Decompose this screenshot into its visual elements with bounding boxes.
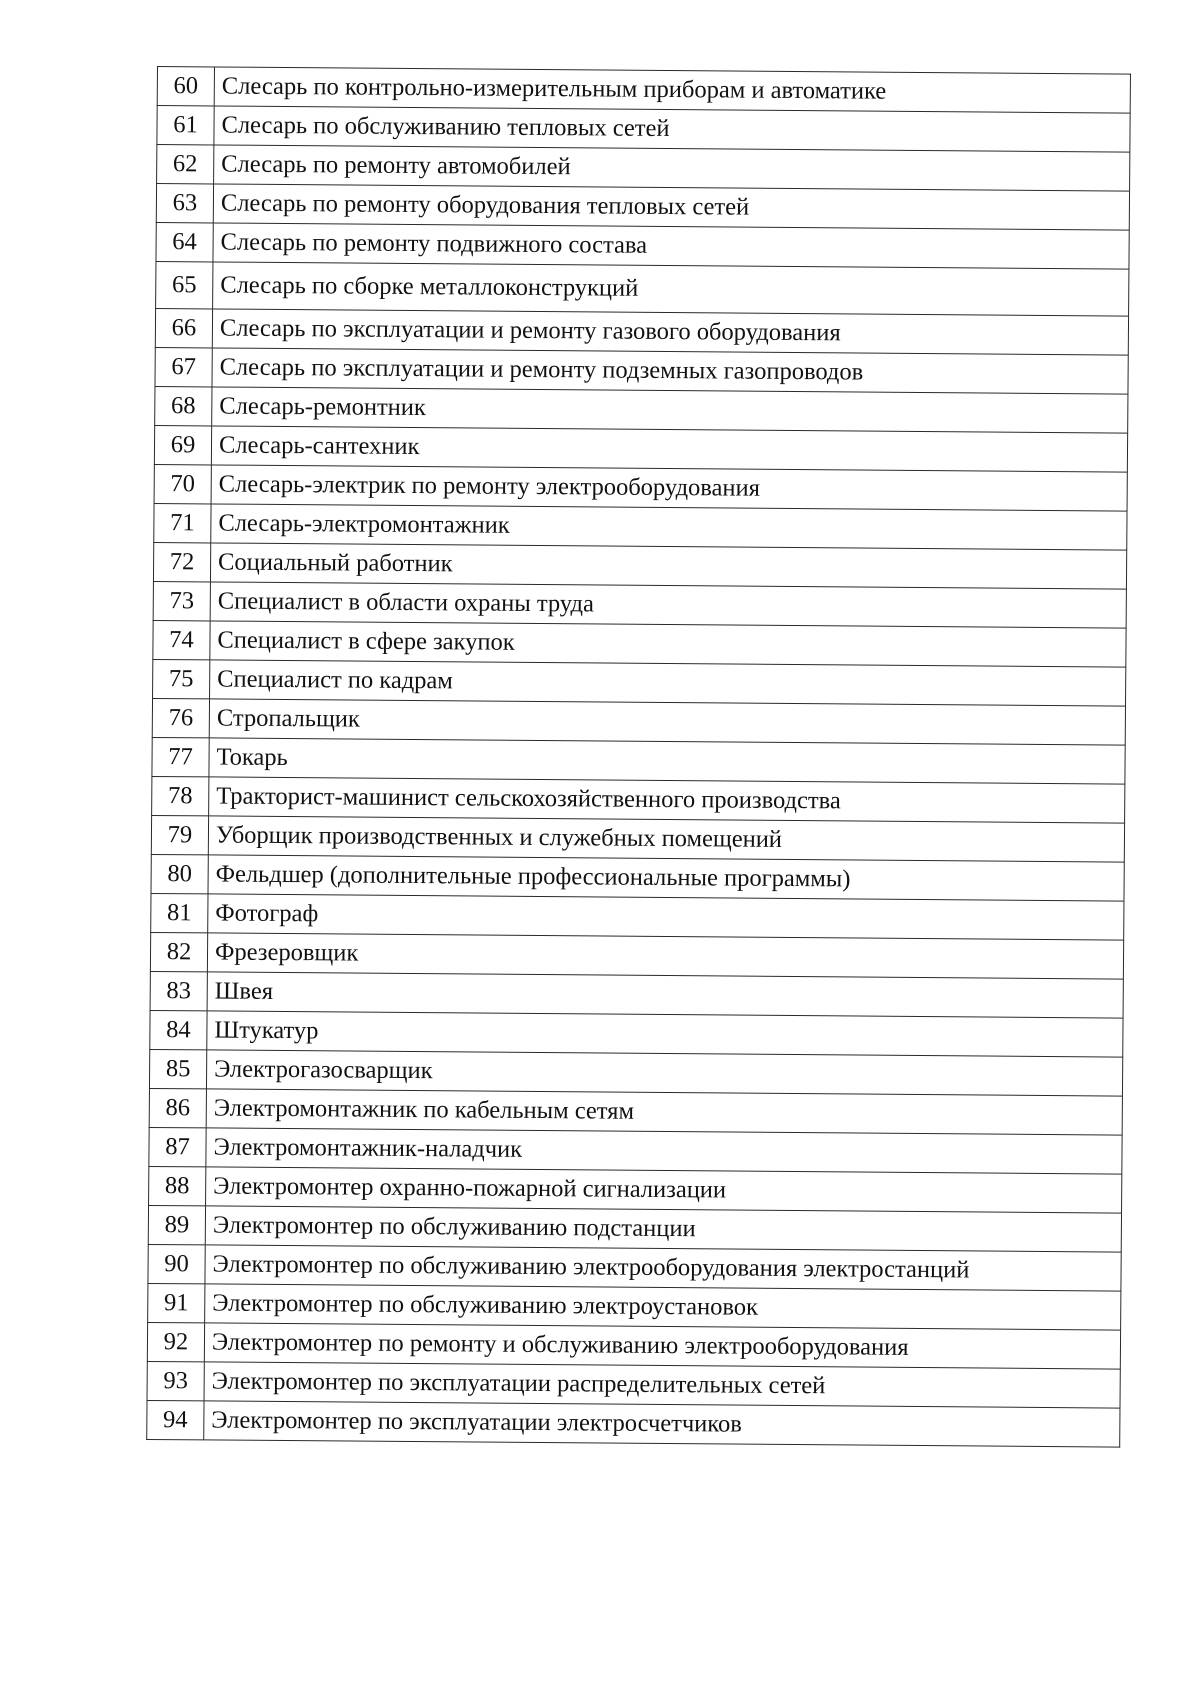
profession-name: Уборщик производственных и служебных помещений: [208, 816, 1124, 862]
row-number: 87: [149, 1127, 206, 1166]
profession-name: Токарь: [209, 738, 1125, 784]
profession-name: Слесарь по контрольно-измерительным приборам и автоматике: [214, 67, 1130, 113]
profession-name: Специалист в сфере закупок: [210, 621, 1126, 667]
row-number: 75: [153, 659, 210, 698]
row-number: 71: [154, 503, 211, 542]
row-number: 62: [157, 145, 214, 184]
row-number: 83: [150, 971, 207, 1010]
profession-name: Электромонтер по ремонту и обслуживанию электрооборудования: [204, 1323, 1120, 1369]
row-number: 84: [150, 1010, 207, 1049]
row-number: 85: [149, 1049, 206, 1088]
profession-name: Электрогазосварщик: [206, 1050, 1122, 1096]
profession-name: Электромонтер охранно-пожарной сигнализации: [206, 1167, 1122, 1213]
profession-name: Фрезеровщик: [207, 933, 1123, 979]
row-number: 76: [152, 698, 209, 737]
profession-name: Слесарь по сборке металлоконструкций: [213, 262, 1129, 316]
row-number: 80: [151, 854, 208, 893]
row-number: 89: [148, 1205, 205, 1244]
profession-name: Слесарь-электрик по ремонту электрооборудования: [211, 465, 1127, 511]
row-number: 86: [149, 1088, 206, 1127]
row-number: 69: [154, 425, 211, 464]
profession-name: Электромонтажник-наладчик: [206, 1128, 1122, 1174]
row-number: 61: [157, 106, 214, 145]
profession-name: Слесарь по ремонту оборудования тепловых сетей: [213, 184, 1129, 230]
row-number: 64: [156, 222, 213, 261]
profession-name: Тракторист-машинист сельскохозяйственного производства: [209, 777, 1125, 823]
profession-name: Швея: [207, 972, 1123, 1018]
profession-name: Слесарь-сантехник: [211, 426, 1127, 472]
row-number: 88: [149, 1166, 206, 1205]
profession-name: Электромонтер по эксплуатации электросчетчиков: [204, 1401, 1120, 1447]
profession-name: Слесарь по ремонту подвижного состава: [213, 223, 1129, 269]
profession-name: Слесарь по ремонту автомобилей: [214, 145, 1130, 191]
row-number: 94: [147, 1400, 204, 1439]
row-number: 91: [148, 1283, 205, 1322]
row-number: 60: [157, 67, 214, 106]
profession-name: Фотограф: [208, 894, 1124, 940]
row-number: 90: [148, 1244, 205, 1283]
table-row: [156, 261, 1129, 316]
profession-name: Стропальщик: [209, 699, 1125, 745]
profession-name: Штукатур: [207, 1011, 1123, 1057]
profession-list: [146, 66, 1131, 1448]
profession-name: Слесарь по обслуживанию тепловых сетей: [214, 106, 1130, 152]
row-number: 92: [147, 1322, 204, 1361]
row-number: 65: [156, 261, 213, 308]
profession-name: Слесарь по эксплуатации и ремонту подземных газопроводов: [212, 348, 1128, 394]
row-number: 81: [151, 893, 208, 932]
row-number: 78: [152, 776, 209, 815]
profession-table: [146, 66, 1131, 1448]
row-number: 66: [155, 308, 212, 347]
row-number: 72: [153, 542, 210, 581]
profession-name: Слесарь-электромонтажник: [211, 504, 1127, 550]
row-number: 82: [150, 932, 207, 971]
profession-name: Электромонтажник по кабельным сетям: [206, 1089, 1122, 1135]
profession-name: Слесарь по эксплуатации и ремонту газового оборудования: [212, 309, 1128, 355]
row-number: 70: [154, 464, 211, 503]
profession-name: Слесарь-ремонтник: [212, 387, 1128, 433]
row-number: 73: [153, 581, 210, 620]
profession-name: Электромонтер по обслуживанию электрооборудования электростанций: [205, 1245, 1121, 1291]
profession-name: Электромонтер по эксплуатации распределительных сетей: [204, 1362, 1120, 1408]
profession-name: Электромонтер по обслуживанию электроустановок: [205, 1284, 1121, 1330]
profession-name: Специалист в области охраны труда: [210, 582, 1126, 628]
profession-name: Социальный работник: [210, 543, 1126, 589]
profession-name: Фельдшер (дополнительные профессиональные программы): [208, 855, 1124, 901]
profession-name: Электромонтер по обслуживанию подстанции: [205, 1206, 1121, 1252]
row-number: 93: [147, 1361, 204, 1400]
row-number: 79: [151, 815, 208, 854]
row-number: 63: [156, 184, 213, 223]
profession-table-body: [147, 67, 1131, 1448]
profession-name: Специалист по кадрам: [210, 660, 1126, 706]
row-number: 77: [152, 737, 209, 776]
table-row: [147, 1400, 1120, 1447]
row-number: 67: [155, 347, 212, 386]
row-number: 68: [155, 386, 212, 425]
row-number: 74: [153, 620, 210, 659]
